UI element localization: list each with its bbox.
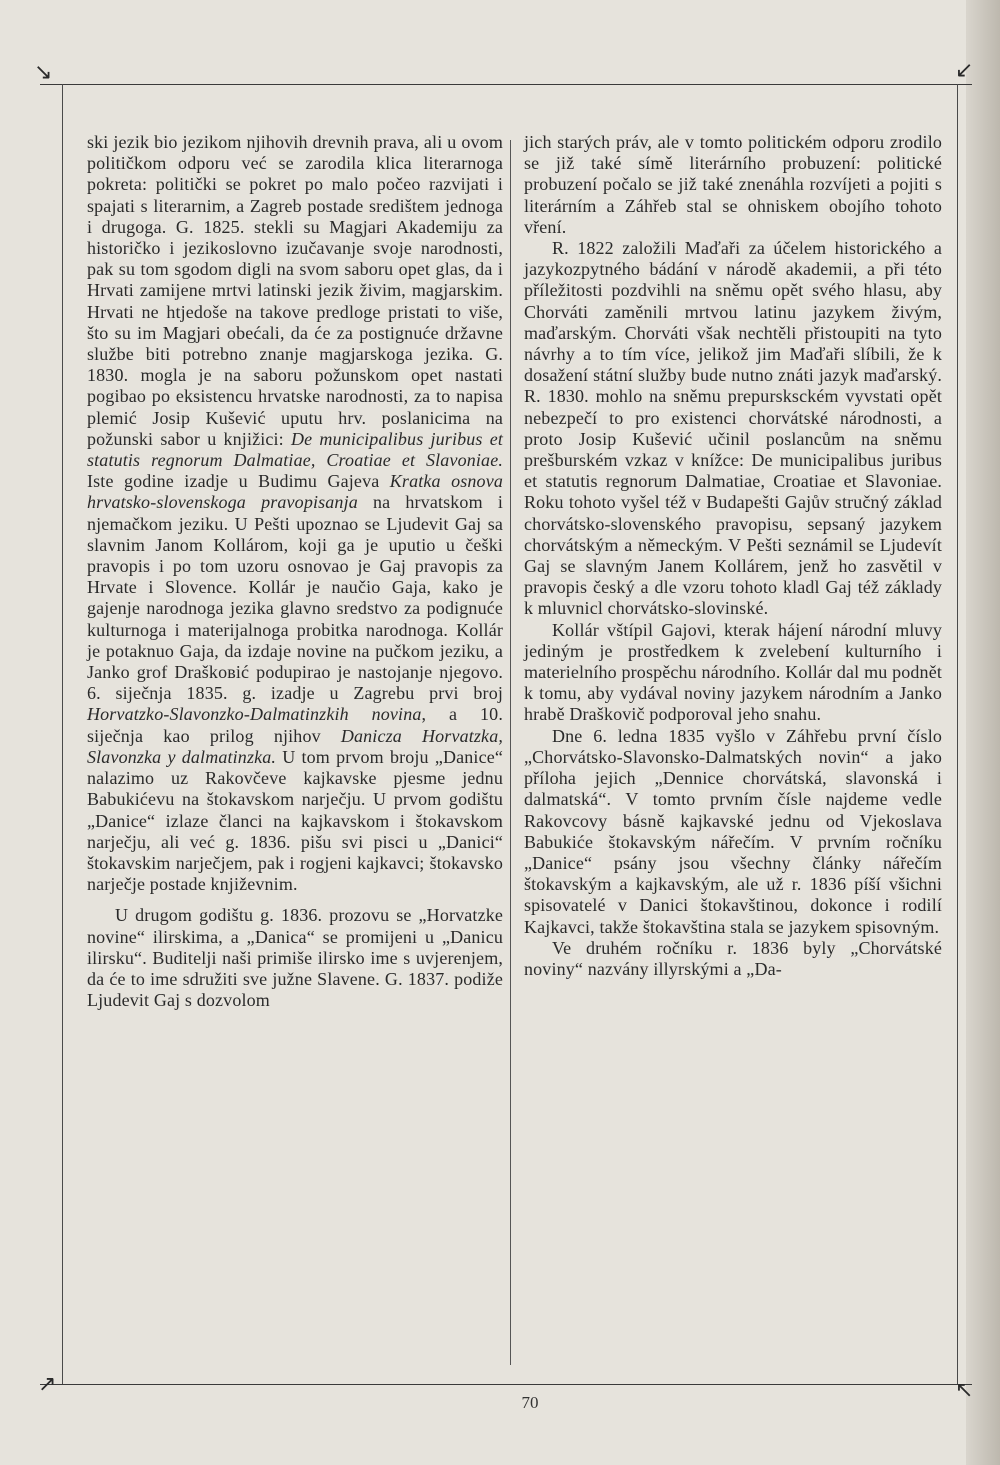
- left-paragraph-2: U drugom godištu g. 1836. prozovu se „Horvatzke novine“ ilirskima, a „Danica“ se promijeni u „Danicu ilirsku“. Buditelji naši primiše ilirsko ime s uvjerenjem, da će to ime sdružiti sve južne Slavene. G. 1837. podiže Ljudevit Gaj s dozvolom: [87, 905, 503, 1011]
- page-edge-shadow: [966, 0, 1000, 1465]
- left-column-croatian: [87, 132, 503, 1011]
- right-paragraph-5: Ve druhém ročníku r. 1836 byly „Chorvátské noviny“ nazvány illyrskými a „Da-: [524, 937, 942, 979]
- book-title: De municipalibus juribus et statutis regnorum Dalmatiae, Croatiae et Slavoniae.: [87, 428, 503, 471]
- text-run: na hrvatskom i njemačkom jeziku. U Pešti upoznao se Ljudevit Gaj sa slavnim Janom Kollárom, koji ga je uputio u češki pravopis i po tom uzoru osnovao je Gaj pravopis za Hrvate i Slovence. Kollár je naučio Gaja, kako je gajenje narodnoga jezika glavno sredstvo za podignuće kulturnoga i materijalnoga probitka narodnoga. Kollár je potaknuo Gaja, da izdaje novine na pučkom jeziku, a Janko grof Draškoвić podupirao je nastojanje njegovo. 6. siječnja 1835. g. izadje u Zagrebu prvi broj: [87, 492, 503, 704]
- text-run: , a 10. siječnja kao prilog njihov: [87, 704, 503, 746]
- newspaper-title: Danicza Horvatzka, Slavonzka y dalmatinzka.: [87, 725, 504, 767]
- right-paragraph-1: jich starých práv, ale v tomto politickém odporu zrodilo se již také símě literárního probuzení: politické probuzení počalo se již také znenáhla rozvíjeti a pojiti s literárním a Záhřeb stal se ohniskem obojího tohoto vření.: [524, 132, 942, 237]
- corner-mark-bottom-left: ↗: [38, 1372, 57, 1397]
- corner-mark-top-left: ↘: [34, 60, 53, 85]
- right-paragraph-3: Kollár vštípil Gajovi, kterak hájení národní mluvy jediným je prostředkem k zvelebení kulturního i materielního prospěchu národního. Kollár dal mu podnět k tomu, aby vydával noviny jazykem národním a Janko hrabě Draškovič podporoval jeho snahu.: [524, 619, 942, 725]
- right-paragraph-2: R. 1822 založili Maďaři za účelem historického a jazykozpytného bádání v národě akademii, a při této příležitosti pozdvihli na sněmu opět svého hlasu, aby Chorváti zaměnili mrtvou latinu jazykem živým, maďarským. Chorváti však nechtěli přistoupiti na tyto návrhy a to tím více, jelikož jim Maďaři slíbili, že k dosažení státní služby bude nutno znáti jazyk maďarský. R. 1830. mohlo na sněmu prepursksckém vyvstati opět nebezpečí to pro existenci chorvátské národnosti, a proto Josip Kušević učinil poslancům na sněmu prešburském vzkaz v knížce: De municipalibus juribus et statutis regnorum Dalmatiae, Croatiae et Slavoniae. Roku tohoto vyšel též v Budapešti Gajův stručný základ chorvátsko-slovenského pravopisu, sepsaný jazykem chorvátským a německým. V Pešti seznámil se Ljudevít Gaj se slavným Janem Kollárem, jenž ho zasvětil v pravopis český a dle vzoru tohoto kladl Gaj též základy k mluvnicl chorvátsko-slovinské.: [524, 238, 942, 619]
- frame-right-rule: [957, 84, 958, 1384]
- book-title: Kratka osnova hrvatsko-slovenskoga pravopisanja: [87, 471, 503, 513]
- right-paragraph-4: Dne 6. ledna 1835 vyšlo v Záhřebu první číslo „Chorvátsko-Slavonsko-Dalmatských novin“ a jako příloha jejich „Dennice chorvátská, slavonská i dalmatská“. V tomto prvním čísle najdeme vedle Rakovcovy básně kajkavské jednu od Vjekoslava Babukiće štokavským nářečím. V prvním ročníku „Danice“ psány jsou všechny články nářečím štokavským a kajkavským, ale už r. 1836 píší všichni spisovatelé v Danici štokavštinou, dokonce i rodilí Kajkavci, takže štokavština stala se jazykem spisovným.: [524, 725, 942, 937]
- corner-mark-bottom-right: ↖: [955, 1378, 974, 1403]
- left-paragraph-1: [87, 132, 503, 895]
- frame-left-rule: [62, 84, 63, 1384]
- newspaper-title: Horvatzko-Slavonzko-Dalmatinzkih novina: [87, 704, 422, 725]
- frame-bottom-rule: [40, 1384, 972, 1385]
- text-run: Iste godine izadje u Budimu Gajeva: [87, 471, 390, 492]
- text-run: ski jezik bio jezikom njihovih drevnih prava, ali u ovom političkom odporu već se zarodila klica literarnoga pokreta: politički se pokret po malo počeo razvijati i spajati s literarnim, a Zagreb postade središtem jednoga i drugoga. G. 1825. stekli su Magjari Akademiju za historičko i jezikoslovno izučavanje svoje narodnosti, pak su tom sgodom digli na svom saboru opet glas, da i Hrvati zamijene mrtvi latinski jezik živim, magjarskim. Hrvati ne htjedoše na takove predloge pristati to više, što su im Magjari obećali, da će za postignuće državne službe biti potrebno znanje magjarskoga jezika. G. 1830. mogla je na saboru požunskom opet nastati pogibao po eksistencu hrvatske narodnosti, za to napisa plemić Josip Kušević uputu hrv. poslanicima na požunski sabor u knjižici:: [87, 132, 503, 449]
- right-column-czech: [524, 132, 942, 980]
- page-number: 70: [521, 1393, 539, 1412]
- corner-mark-top-right: ↙: [955, 58, 974, 83]
- frame-top-rule: [40, 84, 972, 85]
- column-divider: [510, 140, 511, 1365]
- text-run: U tom prvom broju „Danice“ nalazimo uz Rakovčeve kajkavske pjesme jednu Babukićevu na štokavskom narječju. U prvom godištu „Danice“ izlaze članci na kajkavskom i štokavskom narječju, ali već g. 1836. pišu svi pisci u „Danici“ štokavskim narječjem, pak i rogjeni kajkavci; štokavsko narječje postade književnim.: [87, 746, 503, 895]
